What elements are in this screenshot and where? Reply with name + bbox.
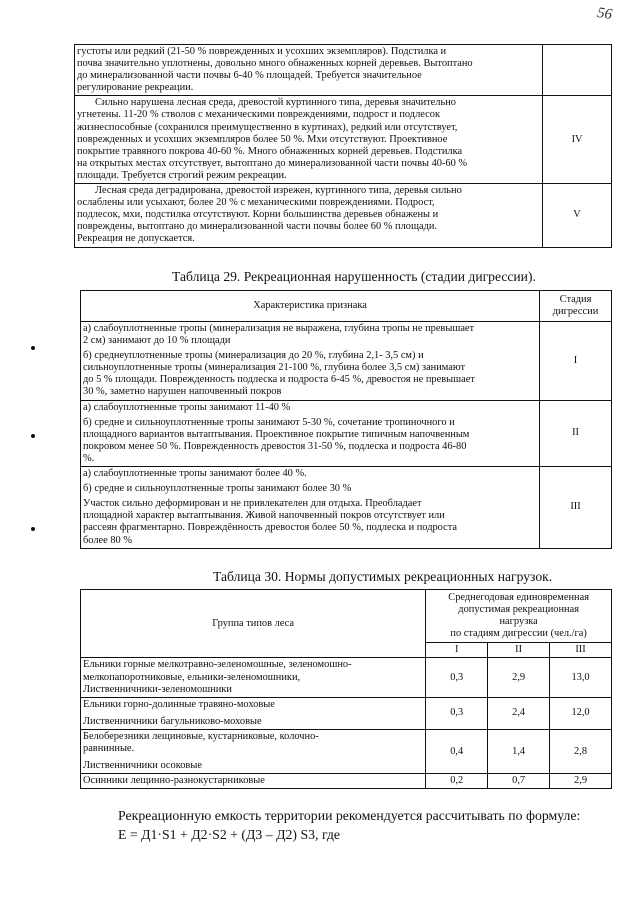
table30-stage-ii: II [488,643,550,658]
table-continuation [74,44,612,248]
description-line: покрытие травяного покрова 40-60 %. Много обнаженных корней деревьев. Подстилка [77,145,463,157]
forest-group-cell [81,697,426,729]
table30-caption: Таблица 30. Нормы допустимых рекреационных нагрузок. [213,569,553,584]
feature-line: покровом менее 50 %. Поврежденность древостоя 31-50 %, подлеска и подроста 46-80 [83,440,467,452]
table-row [81,467,612,549]
table30-header-load: Среднегодовая единовременная допустимая рекреационная нагрузка по стадиям дигрессии (чел./га) [426,590,612,643]
feature-block [83,323,537,347]
feature-line: %. [83,452,95,464]
feature-line: сильноуплотненные тропы (минерализация 21-100 %, глубина более 3,5 см) занимают [83,362,466,374]
table29 [80,290,612,549]
description-cell [75,184,543,247]
stage-cell: I [540,322,612,401]
margin-bullet [31,346,35,350]
feature-line: до 5 % площади. Поврежденность подлеска и подроста 6-45 %, древостоя не превышает [83,374,475,386]
description-line: площади. Требуется строгий режим рекреации. [77,169,287,181]
feature-line: а) слабоуплотненные тропы (минерализация не выражена, глубина тропы не превышает [83,323,475,334]
stage-cell: II [540,400,612,466]
forest-group-cell [81,729,426,773]
table-row [81,322,612,401]
stage-cell [543,45,612,96]
forest-group-block [83,699,423,711]
forest-group-block [83,775,423,787]
description-line: густоты или редкий (21-50 % поврежденных и усохших экземпляров). Подстилка и [77,46,447,57]
feature-line: 30 %, заметно нарушен напочвенный покров [83,386,282,398]
description-line: ослаблены или усыхают, более 20 % с механическими повреждениями. Подрост, [77,197,435,209]
feature-block [83,350,537,398]
load-value-v3: 2,8 [550,729,612,773]
load-value-v1: 0,2 [426,774,488,789]
formula-text: Рекреационную емкость территории рекомендуется рассчитывать по формуле: [118,808,581,823]
load-value-v2: 1,4 [488,729,550,773]
load-value-v1: 0,4 [426,729,488,773]
feature-line: б) среднеуплотненные тропы (минерализация до 20 %, глубина 2,1- 3,5 см) и [83,350,424,362]
feature-line: Участок сильно деформирован и не привлекателен для отдыха. Преобладает [83,498,422,510]
forest-group-line: Осинники лещинно-разнокустарниковые [83,775,265,787]
feature-cell [81,467,540,549]
table-row [81,697,612,729]
table30 [80,589,612,789]
forest-group-cell [81,658,426,697]
feature-line: б) средне и сильноуплотненные тропы занимают более 30 % [83,483,352,495]
description-line: на открытых местах отсутствует, вытоптано до минерализованной части почвы 40-60 % [77,157,468,169]
feature-line: 2 см) занимают до 10 % площади [83,335,231,347]
stage-cell: III [540,467,612,549]
description-cell [75,96,543,184]
load-value-v2: 2,4 [488,697,550,729]
description-line: до минерализованной части почвы 6-40 % площадей. Требуется значительное [77,70,422,82]
margin-bullet [31,434,35,438]
feature-block [83,483,537,495]
feature-cell [81,400,540,466]
load-value-v3: 13,0 [550,658,612,697]
formula-expression: Е = Д1·S1 + Д2·S2 + (Д3 – Д2) S3, где [118,827,341,842]
description-line: Сильно нарушена лесная среда, древостой куртинного типа, деревья значительно [95,97,456,109]
table-row [81,658,612,697]
description-line: подлесок, мхи, подстилка отсутствуют. Корни большинства деревьев обнажены и [77,209,439,221]
table30-header-group: Группа типов леса [81,590,426,658]
table-row [75,96,612,184]
table-row [75,184,612,247]
table-row [81,400,612,466]
description-line: регулирование рекреации. [77,82,194,94]
page-number: 56 [596,5,614,23]
description-line: почва значительно уплотнены, довольно много обнаженных корней деревьев. Вытоптано [77,58,473,70]
feature-line: а) слабоуплотненные тропы занимают более 40 %. [83,468,307,480]
forest-group-line: Ельники горно-долинные травяно-моховые [83,698,275,710]
forest-group-line: мелкопапоротниковые, ельники-зеленомошники, [83,671,301,683]
description-line: поврежденных и усохших экземпляров более 50 %. Мхи отсутствуют. Проективное [77,133,448,145]
table30-stage-i: I [426,643,488,658]
table29-header-feature: Характеристика признака [81,291,540,322]
feature-line: площадной характер вытаптывания. Живой напочвенный покров отсутствует или [83,510,445,522]
feature-block [83,468,537,480]
table-row [81,774,612,789]
forest-group-cell [81,774,426,789]
load-value-v1: 0,3 [426,658,488,697]
description-line: Лесная среда деградирована, древостой изрежен, куртинного типа, деревья сильно [95,185,462,197]
forest-group-block [83,716,423,728]
forest-group-line: Ельники горные мелкотравно-зеленомошные, зеленомошно- [83,659,352,671]
description-line: угнетены. 11-20 % стволов с механическими повреждениями, подрост и подлесок [77,109,440,121]
forest-group-line: Лиственничники-зеленомошники [83,683,232,695]
table29-caption: Таблица 29. Рекреационная нарушенность (стадии дигрессии). [172,269,536,284]
feature-line: рассеян фрагментарно. Повреждённость древостоя более 50 %, подлеска и подроста [83,522,458,534]
feature-line: б) средне и сильноуплотненные тропы занимают 5-30 %, сочетание тропиночного и [83,416,455,428]
table-row [81,729,612,773]
description-line: повреждены, вытоптано до минерализованной части почвы более 60 % площади. [77,221,438,233]
margin-bullet [31,527,35,531]
feature-line: площадного вариантов вытаптывания. Проективное покрытие типичным напочвенным [83,428,470,440]
load-value-v2: 2,9 [488,658,550,697]
description-line: Рекреация не допускается. [77,233,195,245]
load-value-v3: 2,9 [550,774,612,789]
feature-block [83,498,537,546]
forest-group-block [83,760,423,772]
description-line: жизнеспособные (сохранился преимущественно в куртинах), редкий или отсутствует, [77,121,458,133]
forest-group-block [83,659,423,695]
feature-block [83,402,537,414]
feature-cell [81,322,540,401]
load-value-v1: 0,3 [426,697,488,729]
feature-block [83,417,537,465]
table30-stage-iii: III [550,643,612,658]
forest-group-line: равнинные. [83,743,135,755]
feature-line: более 80 % [83,534,132,546]
forest-group-line: Лиственничники багульниково-моховые [83,715,262,727]
load-value-v2: 0,7 [488,774,550,789]
forest-group-block [83,731,423,755]
table29-header-stage: Стадия дигрессии [540,291,612,322]
table-row [75,45,612,96]
description-cell [75,45,543,96]
forest-group-line: Белоберезники лещиновые, кустарниковые, колочно- [83,730,319,742]
stage-cell: V [543,184,612,247]
feature-line: а) слабоуплотненные тропы занимают 11-40 % [83,401,291,413]
forest-group-line: Лиственничники осоковые [83,760,202,772]
stage-cell: IV [543,96,612,184]
load-value-v3: 12,0 [550,697,612,729]
